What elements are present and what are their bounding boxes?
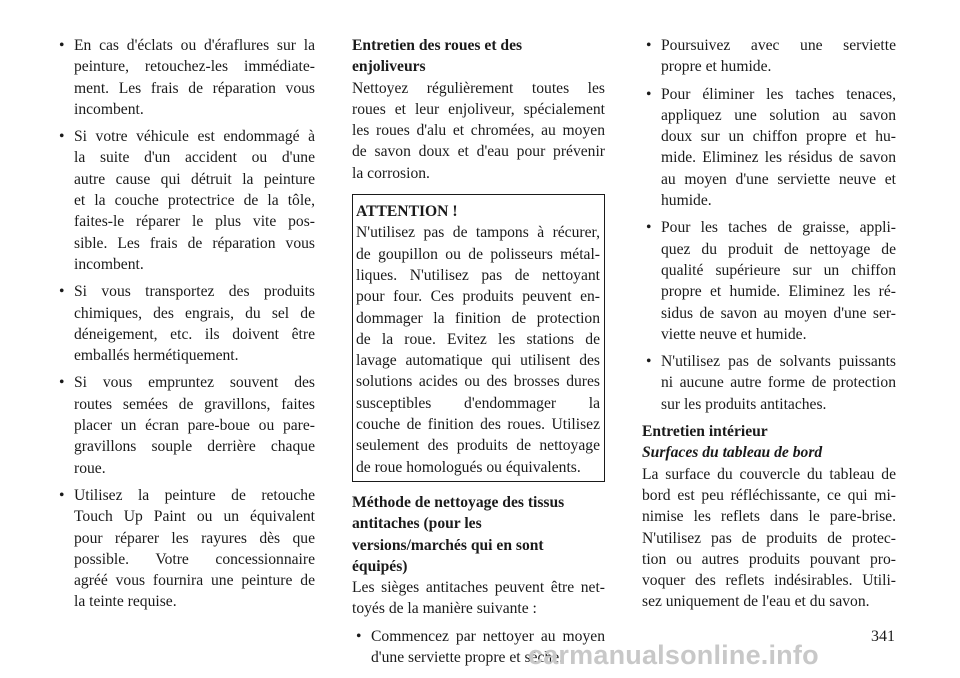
text-line: déneigement, etc. ils doivent être	[74, 325, 315, 343]
left-column	[55, 35, 315, 619]
text-line: • Pour éliminer les taches tenaces,	[661, 85, 896, 103]
text-line: peinture, retouchez-les immédiate-	[74, 58, 315, 76]
text-line: humide.	[661, 192, 712, 210]
heading-line: antitaches (pour les	[352, 515, 482, 533]
text-line: • Si vous empruntez souvent des	[74, 374, 315, 392]
text-line: appliquez une solution au savon	[661, 106, 896, 124]
list-item	[55, 372, 315, 478]
text-line: nimise les reflets dans le pare-brise.	[642, 508, 896, 526]
text-line: gravillons souple derrière chaque	[74, 438, 315, 456]
list-item	[55, 35, 315, 120]
text-line: chimiques, des engrais, du sel de	[74, 304, 315, 322]
text-line: liques. N'utilisez pas de nettoyant	[356, 266, 600, 284]
text-line: N'utilisez pas de produits de protec-	[642, 529, 896, 547]
text-line: la suite d'un accident ou d'une	[74, 149, 315, 167]
text-line: sur les produits antitaches.	[661, 395, 827, 413]
heading-line: versions/marchés qui en sont	[352, 536, 544, 554]
watermark: carmanualsonline.info	[528, 640, 819, 670]
text-line: ment. Les frais de réparation vous	[74, 79, 315, 97]
list-item	[642, 217, 896, 345]
list-item	[55, 126, 315, 275]
text-line: seulement des produits de nettoyage	[356, 437, 600, 455]
text-line: faites-le réparer le plus vite pos-	[74, 213, 315, 231]
text-line: • Si vous transportez des produits	[74, 283, 315, 301]
subheading-dashboard: Surfaces du tableau de bord	[642, 444, 823, 462]
text-line: la corrosion.	[352, 164, 430, 182]
text-line: qualité supérieure sur un chiffon	[661, 261, 896, 279]
right-column	[642, 35, 896, 621]
warning-title: ATTENTION !	[356, 203, 458, 221]
list-item	[55, 485, 315, 613]
list-item	[642, 35, 896, 78]
text-line: bord est peu réfléchissante, ce qui mi-	[642, 486, 896, 504]
heading-line: équipés)	[352, 557, 408, 575]
text-line: roues et leur enjoliveur, spécialement	[352, 100, 605, 118]
text-line: agréé vous fournira une peinture de	[74, 572, 315, 590]
page-number: 341	[871, 628, 895, 645]
text-line: de la roue. Evitez les stations de	[356, 330, 600, 348]
text-line: et la couche protectrice de la tôle,	[74, 192, 315, 210]
section-heading-wheels	[352, 35, 605, 78]
text-line: lavage automatique qui utilisent des	[356, 352, 600, 370]
text-line: pour réparer les rayures dès que	[74, 529, 315, 547]
text-line: de savon doux et d'eau pour prévenir	[352, 143, 605, 161]
paragraph	[352, 78, 605, 184]
text-line: quez du produit de nettoyage de	[661, 240, 896, 258]
text-line: susceptibles d'endommager la	[356, 394, 600, 412]
list-item	[642, 84, 896, 212]
text-line: viette neuve et humide.	[661, 325, 807, 343]
text-line: La surface du couvercle du tableau de	[642, 465, 896, 483]
text-line: emballés hermétiquement.	[74, 347, 239, 365]
text-line: incombent.	[74, 255, 144, 273]
text-line: toyés de la manière suivante :	[352, 600, 537, 618]
warning-box	[352, 194, 605, 482]
text-line: doux sur un chiffon propre et hu-	[661, 128, 896, 146]
list-item	[55, 281, 315, 366]
text-line: sidus de savon au moyen d'une ser-	[661, 304, 896, 322]
text-line: d'une serviette propre et sèche.	[371, 649, 564, 667]
text-line: • Pour les taches de graisse, appli-	[661, 219, 896, 237]
text-line: • Poursuivez avec une serviette	[661, 37, 896, 54]
text-line: voquer des reflets indésirables. Utili-	[642, 572, 896, 590]
text-line: sible. Les frais de réparation vous	[74, 234, 315, 252]
text-line: • Si votre véhicule est endommagé à	[74, 128, 315, 146]
text-line: routes semées de gravillons, faites	[74, 395, 315, 413]
paragraph	[352, 577, 605, 620]
section-heading-interior: Entretien intérieur	[642, 423, 768, 441]
heading-line: Méthode de nettoyage des tissus	[352, 493, 565, 511]
middle-column	[352, 35, 605, 674]
text-line: Les sièges antitaches peuvent être net-	[352, 579, 605, 597]
text-line: de roue homologués ou équivalents.	[356, 458, 581, 476]
paragraph	[642, 464, 896, 613]
text-line: incombent.	[74, 100, 144, 118]
text-line: autre cause qui détruit la peinture	[74, 170, 315, 188]
text-line: Touch Up Paint ou un équivalent	[74, 508, 315, 526]
text-line: Nettoyez régulièrement toutes les	[352, 79, 605, 97]
text-line: • N'utilisez pas de solvants puissants	[661, 353, 896, 371]
text-line: placer un écran pare-boue ou pare-	[74, 417, 315, 435]
text-line: dommager la finition de protection	[356, 309, 600, 327]
text-line: mide. Eliminez les résidus de savon	[661, 149, 896, 167]
text-line: • Commencez par nettoyer au moyen	[371, 627, 605, 645]
section-heading-fabric	[352, 492, 605, 577]
text-line: propre et humide.	[661, 58, 772, 76]
text-line: la teinte requise.	[74, 593, 177, 611]
text-line: au moyen d'une serviette neuve et	[661, 170, 896, 188]
text-line: solutions acides ou des brosses dures	[356, 373, 600, 391]
text-line: ni aucune autre forme de protection	[661, 374, 896, 392]
text-line: couche de finition des roues. Utilisez	[356, 416, 600, 434]
text-line: tion ou autres produits pouvant pro-	[642, 550, 896, 568]
text-line: • Utilisez la peinture de retouche	[74, 486, 315, 504]
text-line: N'utilisez pas de tampons à récurer,	[356, 224, 600, 242]
text-line: • En cas d'éclats ou d'éraflures sur la	[74, 37, 315, 54]
heading-line: Entretien des roues et des	[352, 37, 523, 54]
text-line: de goupillon ou de polisseurs métal-	[356, 245, 600, 263]
heading-line: enjoliveurs	[352, 58, 426, 76]
list-item	[642, 351, 896, 415]
text-line: propre et humide. Eliminez les ré-	[661, 283, 896, 301]
text-line: les roues d'alu et chromées, au moyen	[352, 122, 605, 140]
text-line: possible. Votre concessionnaire	[74, 550, 315, 568]
text-line: roue.	[74, 459, 106, 477]
text-line: sez uniquement de l'eau et du savon.	[642, 593, 870, 611]
text-line: pour four. Ces produits peuvent en-	[356, 288, 600, 306]
